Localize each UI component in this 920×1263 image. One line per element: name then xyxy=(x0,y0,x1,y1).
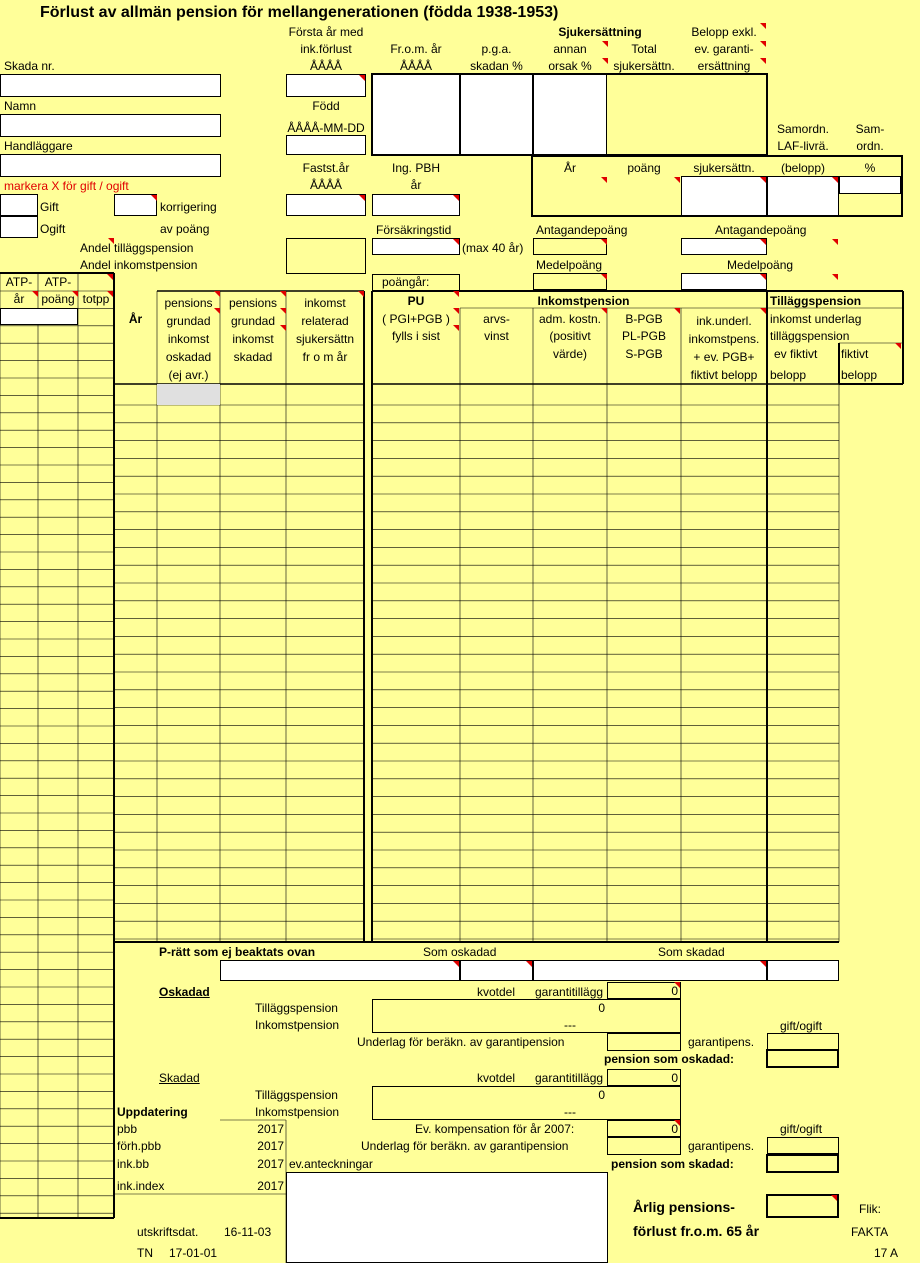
skada-nr-input[interactable] xyxy=(0,74,221,97)
faststar-label: Fastst.år xyxy=(302,161,350,175)
samord-label-2: ordn. xyxy=(856,139,884,153)
pension-skadad-cell[interactable] xyxy=(766,1154,839,1173)
fodd-format: ÅÅÅÅ-MM-DD xyxy=(287,121,365,135)
skadad-dashes: --- xyxy=(564,1105,576,1119)
arlig-forlust-cell[interactable] xyxy=(766,1194,839,1218)
samordn-label-3: (belopp) xyxy=(780,161,826,175)
comment-marker-icon xyxy=(895,343,901,349)
annan-label: annan xyxy=(553,42,587,56)
arlig-forlust-label-2: förlust fr.o.m. 65 år xyxy=(633,1223,760,1239)
skadad-tp-label: Tilläggspension xyxy=(255,1088,338,1102)
uppdatering-heading: Uppdatering xyxy=(117,1105,188,1119)
skadad-garantipens-label: garantipens. xyxy=(688,1139,755,1153)
antagandepoang-label: Antagandepoäng xyxy=(536,223,628,237)
poangar-input[interactable] xyxy=(372,274,460,291)
medelpoang-label: Medelpoäng xyxy=(536,258,603,272)
skadad-garanti-value: 0 xyxy=(671,1071,678,1085)
arvs-label: arvs- xyxy=(483,312,510,326)
comment-marker-icon xyxy=(359,75,365,81)
samord-label-3: % xyxy=(864,161,876,175)
korrigering-label: korrigering xyxy=(160,200,217,214)
pgb-label-3: S-PGB xyxy=(625,347,663,361)
ogift-label: Ogift xyxy=(40,222,66,236)
poang-label: poäng xyxy=(627,161,661,175)
col-oskadad-line: (ej avr.) xyxy=(168,368,209,382)
col-inkunderl-line: inkomstpens. xyxy=(688,332,760,346)
pension-skadad-label: pension som skadad: xyxy=(611,1157,734,1171)
uppdatering-year[interactable]: 2017 xyxy=(257,1139,284,1153)
tp-underlag-label-2: tilläggspension xyxy=(770,329,850,343)
comment-marker-icon xyxy=(760,308,766,314)
oskadad-gift-ogift-label: gift/ogift xyxy=(780,1019,823,1033)
flik-label: Flik: xyxy=(859,1202,881,1216)
fiktivt-label-2: belopp xyxy=(841,368,878,382)
oskadad-ip-label: Inkomstpension xyxy=(255,1018,340,1032)
pu-label: ( PGI+PGB ) xyxy=(382,312,450,326)
comment-marker-icon xyxy=(760,58,766,64)
atp-ar-label: ATP- xyxy=(5,275,33,289)
comment-marker-icon xyxy=(526,961,532,967)
utskriftsdat-value: 16-11-03 xyxy=(224,1225,272,1239)
faststar-input[interactable] xyxy=(286,194,366,216)
p-ratt-input[interactable] xyxy=(220,960,460,981)
oskadad-underlag-cell[interactable] xyxy=(607,1033,681,1051)
comment-marker-icon xyxy=(453,325,459,331)
pension-oskadad-label: pension som oskadad: xyxy=(604,1052,735,1066)
andel-input[interactable] xyxy=(286,238,366,274)
gift-checkbox[interactable] xyxy=(0,194,38,216)
belopp-label-2: ev. garanti- xyxy=(694,42,754,56)
sjukersattning-frame xyxy=(371,73,768,156)
gift-label: Gift xyxy=(40,200,59,214)
forsta-ar-label-2: ink.förlust xyxy=(300,42,352,56)
oskadad-gift-ogift-cell[interactable] xyxy=(767,1033,839,1050)
sjukersattn-label: sjukersättn. xyxy=(693,161,755,175)
faststar-format: ÅÅÅÅ xyxy=(309,178,342,192)
ar-column-header: År xyxy=(128,312,143,326)
samordn-label: Samordn. xyxy=(776,122,830,136)
atp-poang-label: ATP- xyxy=(44,275,72,289)
col-relaterad-line: sjukersättn xyxy=(295,332,355,346)
skadad-gift-ogift-label: gift/ogift xyxy=(780,1122,823,1136)
uppdatering-label: ink.index xyxy=(117,1179,165,1193)
atp-ar-label-2: år xyxy=(13,292,25,306)
uppdatering-year[interactable]: 2017 xyxy=(257,1179,284,1193)
som-skadad-label: Som skadad xyxy=(658,945,725,959)
pension-oskadad-cell[interactable] xyxy=(766,1049,839,1068)
comment-marker-icon xyxy=(760,239,766,245)
comment-marker-icon xyxy=(107,274,113,280)
col-oskadad-line: pensions xyxy=(164,296,213,310)
skadad-grid[interactable] xyxy=(372,1086,681,1120)
som-skadad-input-2[interactable] xyxy=(767,960,839,981)
skadad-underlag-label: Underlag för beräkn. av garantipension xyxy=(361,1139,569,1153)
from-ar-label: Fr.o.m. år xyxy=(390,42,442,56)
comment-marker-icon xyxy=(453,308,459,314)
som-oskadad-label: Som oskadad xyxy=(423,945,497,959)
skadad-ip-label: Inkomstpension xyxy=(255,1105,340,1119)
kompensation-value: 0 xyxy=(671,1122,678,1136)
belopp-label: Belopp exkl. xyxy=(691,25,757,39)
tp-fiktiv-label-2: belopp xyxy=(770,368,807,382)
col-inkunderl-line: fiktivt belopp xyxy=(690,368,758,382)
oskadad-heading: Oskadad xyxy=(159,985,210,999)
col-relaterad-line: relaterad xyxy=(301,314,349,328)
pu-header: PU xyxy=(407,294,425,308)
comment-marker-icon xyxy=(32,291,38,297)
uppdatering-year[interactable]: 2017 xyxy=(257,1122,284,1136)
tn-value: 17-01-01 xyxy=(169,1246,218,1260)
fiktivt-label: fiktivt xyxy=(841,347,869,361)
ing-pbh-label: Ing. PBH xyxy=(391,161,441,175)
adm-label-3: värde) xyxy=(552,347,587,361)
oskadad-tp-label: Tilläggspension xyxy=(255,1001,338,1015)
skadad-tp-value: 0 xyxy=(598,1088,605,1102)
comment-marker-icon xyxy=(358,291,364,297)
max40-label: (max 40 år) xyxy=(462,241,524,255)
forsta-ar-input[interactable] xyxy=(286,74,366,97)
oskadad-garanti-value: 0 xyxy=(671,984,678,998)
handlaggare-input[interactable] xyxy=(0,154,221,177)
comment-marker-icon xyxy=(107,291,113,297)
ing-pbh-label-2: år xyxy=(410,178,422,192)
uppdatering-label: ink.bb xyxy=(117,1157,150,1171)
comment-marker-icon xyxy=(453,961,459,967)
skadad-gift-ogift-cell[interactable] xyxy=(767,1137,839,1154)
col-relaterad-line: inkomst xyxy=(304,296,346,310)
highlighted-cell[interactable] xyxy=(157,384,220,405)
skadad-heading: Skadad xyxy=(159,1071,200,1085)
page-number: 17 A xyxy=(874,1246,899,1260)
totpp-label: totpp xyxy=(82,292,110,306)
forsta-ar-label: Första år med xyxy=(288,25,364,39)
oskadad-column-header xyxy=(157,294,220,384)
atp-poang-label-2: poäng xyxy=(41,292,75,306)
comment-marker-icon xyxy=(760,41,766,47)
poangar-label: poängår: xyxy=(382,275,430,289)
uppdatering-label: pbb xyxy=(117,1122,138,1136)
skadad-underlag-cell[interactable] xyxy=(607,1137,681,1155)
uppdatering-year[interactable]: 2017 xyxy=(257,1157,284,1171)
page-title: Förlust av allmän pension för mellangenerationen (födda 1938-1953) xyxy=(40,4,559,21)
samord-label: Sam- xyxy=(855,122,885,136)
flik-value: FAKTA xyxy=(851,1225,889,1239)
total-label: Total xyxy=(631,42,657,56)
andel-tillagg-label: Andel tilläggspension xyxy=(80,241,194,255)
andel-inkomst-label: Andel inkomstpension xyxy=(80,258,198,272)
comment-marker-icon xyxy=(760,961,766,967)
comment-marker-icon xyxy=(601,274,607,280)
p-ratt-label: P-rätt som ej beaktats ovan xyxy=(159,945,316,959)
forsta-ar-format: ÅÅÅÅ xyxy=(309,59,342,73)
inkomstpension-header: Inkomstpension xyxy=(537,294,630,308)
col-inkunderl-line: ink.underl. xyxy=(696,314,752,328)
tn-label: TN xyxy=(137,1246,153,1260)
tp-underlag-label: inkomst underlag xyxy=(770,312,862,326)
comment-marker-icon xyxy=(72,291,78,297)
handlaggare-label: Handläggare xyxy=(4,139,73,153)
pga-label-2: skadan % xyxy=(470,59,523,73)
col-skadad-line: pensions xyxy=(228,296,278,310)
comment-marker-icon xyxy=(674,982,680,988)
medelpoang-skadad-label: Medelpoäng xyxy=(727,258,794,272)
namn-input[interactable] xyxy=(0,114,221,137)
ar-label: År xyxy=(564,161,576,175)
medelpoang-skadad-input[interactable] xyxy=(681,273,767,290)
skada-nr-label: Skada nr. xyxy=(4,59,55,73)
forsakringstid-input[interactable] xyxy=(372,238,460,255)
comment-marker-icon xyxy=(674,308,680,314)
pgb-label-2: PL-PGB xyxy=(621,329,666,343)
uppdatering-label: förh.pbb xyxy=(117,1139,162,1153)
annan-label-2: orsak % xyxy=(548,59,592,73)
relaterad-column-header xyxy=(286,294,364,366)
col-skadad-line: inkomst xyxy=(232,332,274,346)
antagandepoang-skadad-label: Antagandepoäng xyxy=(715,223,807,237)
skadad-column-header xyxy=(220,294,286,366)
skadad-garantitillagg-label: garantitillägg xyxy=(535,1071,604,1085)
tp-fiktiv-label: ev fiktivt xyxy=(774,347,818,361)
pu-label-2: fylls i sist xyxy=(392,329,440,343)
fodd-input[interactable] xyxy=(286,135,366,155)
som-oskadad-input[interactable] xyxy=(460,960,533,981)
oskadad-garantitillagg-label: garantitillägg xyxy=(535,985,604,999)
oskadad-dashes: --- xyxy=(564,1018,576,1032)
oskadad-underlag-label: Underlag för beräkn. av garantipension xyxy=(357,1035,565,1049)
comment-marker-icon xyxy=(453,239,459,245)
col-skadad-line: skadad xyxy=(233,350,273,364)
comment-marker-icon xyxy=(832,274,838,280)
comment-marker-icon xyxy=(108,238,114,244)
namn-label: Namn xyxy=(4,99,37,113)
total-label-2: sjukersättn. xyxy=(613,59,675,73)
oskadad-kvotdel-label: kvotdel xyxy=(477,985,516,999)
col-relaterad-line: fr o m år xyxy=(302,350,348,364)
comment-marker-icon xyxy=(760,274,766,280)
kompensation-label: Ev. kompensation för år 2007: xyxy=(415,1122,575,1136)
markera-hint: markera X för gift / ogift xyxy=(4,179,129,193)
arvs-label-2: vinst xyxy=(484,329,509,343)
col-oskadad-line: grundad xyxy=(166,314,211,328)
pgb-label: B-PGB xyxy=(625,312,663,326)
forsakringstid-label: Försäkringstid xyxy=(376,223,452,237)
oskadad-grid[interactable] xyxy=(372,999,681,1033)
adm-label: adm. kostn. xyxy=(538,312,602,326)
medelpoang-input[interactable] xyxy=(533,273,607,290)
som-skadad-input[interactable] xyxy=(533,960,767,981)
comment-marker-icon xyxy=(359,195,365,201)
adm-label-2: (positivt xyxy=(549,329,591,343)
comment-marker-icon xyxy=(601,239,607,245)
comment-marker-icon xyxy=(832,239,838,245)
comment-marker-icon xyxy=(453,195,459,201)
arlig-forlust-label: Årlig pensions- xyxy=(633,1199,735,1215)
samordning-frame xyxy=(531,155,903,217)
antagandepoang-skadad-input[interactable] xyxy=(681,238,767,255)
pga-label: p.g.a. xyxy=(481,42,512,56)
utskriftsdat-label: utskriftsdat. xyxy=(137,1225,199,1239)
tillaggspension-header: Tilläggspension xyxy=(770,294,862,308)
samordn-label-2: LAF-livrä. xyxy=(777,139,829,153)
col-inkunderl-line: + ev. PGB+ xyxy=(693,350,755,364)
ogift-checkbox[interactable] xyxy=(0,216,38,238)
av-poang-label: av poäng xyxy=(160,222,210,236)
comment-marker-icon xyxy=(674,1120,680,1126)
oskadad-tp-value: 0 xyxy=(598,1001,605,1015)
comment-marker-icon xyxy=(760,23,766,29)
col-oskadad-line: oskadad xyxy=(165,350,212,364)
col-oskadad-line: inkomst xyxy=(167,332,210,346)
anteckningar-label: ev.anteckningar xyxy=(289,1157,373,1171)
col-skadad-line: grundad xyxy=(230,314,276,328)
oskadad-garantipens-label: garantipens. xyxy=(688,1035,755,1049)
belopp-label-3: ersättning xyxy=(697,59,751,73)
comment-marker-icon xyxy=(453,291,459,297)
from-ar-format: ÅÅÅÅ xyxy=(399,59,432,73)
sjukersattning-title: Sjukersättning xyxy=(558,25,642,39)
anteckningar-input[interactable] xyxy=(286,1172,608,1263)
ing-pbh-input[interactable] xyxy=(372,194,460,216)
fodd-label: Född xyxy=(312,99,340,113)
comment-marker-icon xyxy=(831,1195,837,1201)
skadad-kvotdel-label: kvotdel xyxy=(477,1071,516,1085)
antagandepoang-input[interactable] xyxy=(533,238,607,255)
comment-marker-icon xyxy=(151,195,157,201)
atp-first-row-input[interactable] xyxy=(0,308,78,325)
inkunderl-column-header xyxy=(681,312,767,384)
